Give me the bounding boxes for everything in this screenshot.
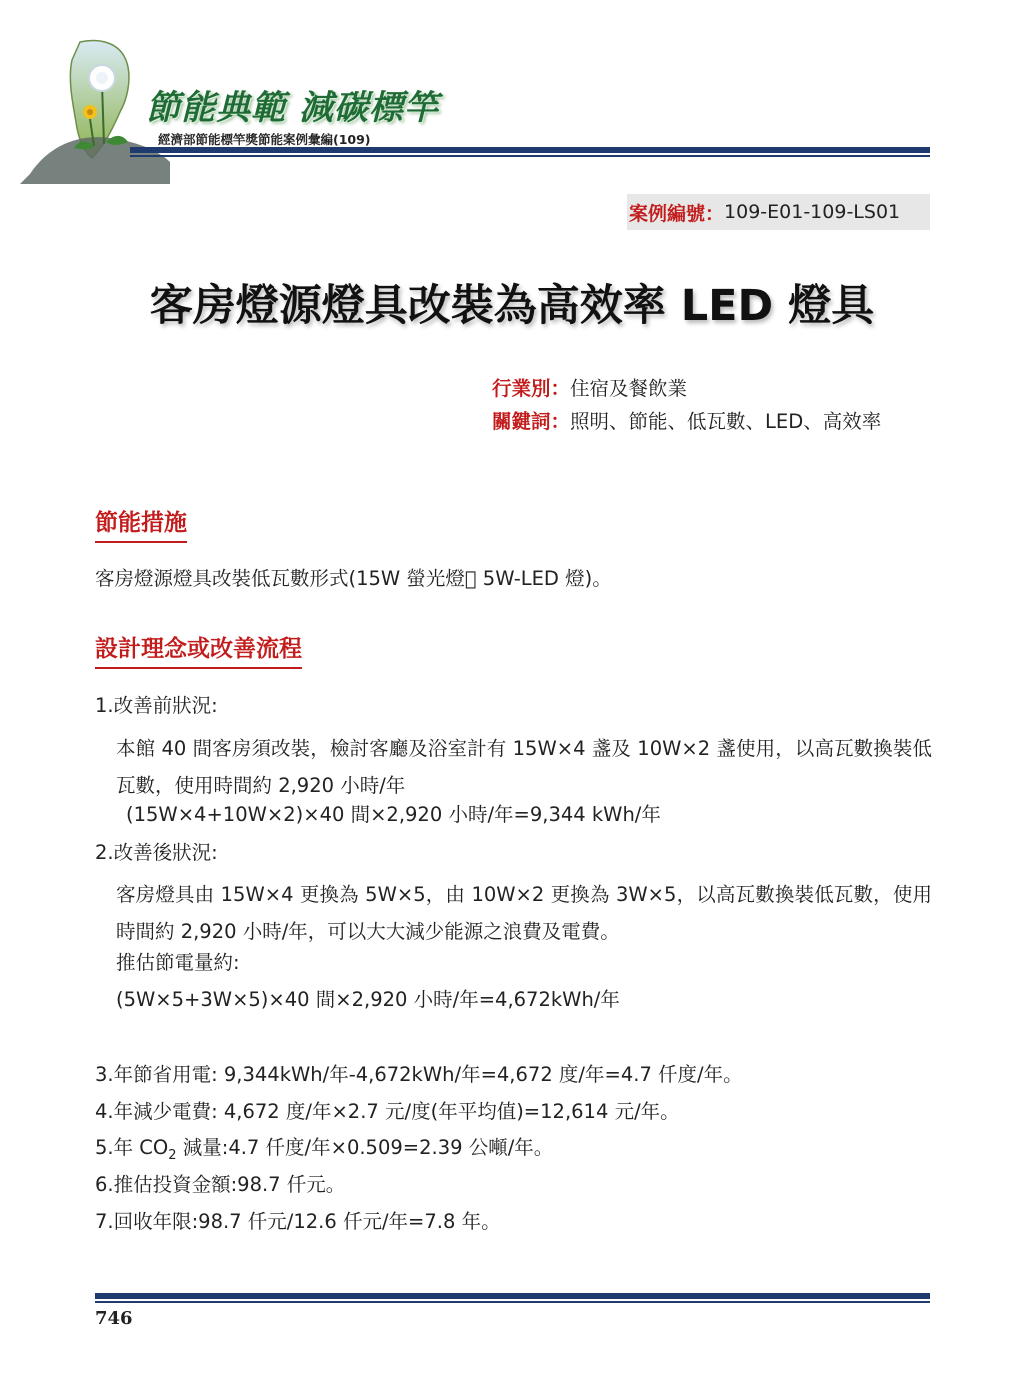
case-number-box [627, 194, 930, 230]
header-divider-thin [130, 155, 930, 157]
case-number-label: 案例編號： [629, 202, 725, 225]
before-calc: (15W×4+10W×2)×40 間×2,920 小時/年=9,344 kWh/年 [126, 803, 661, 826]
industry-value: 住宿及餐飲業 [570, 377, 688, 400]
item-annual-savings: 3.年節省用電: 9,344kWh/年-4,672kWh/年=4,672 度/年=4.7 仟度/年。 [95, 1063, 743, 1086]
before-title: 1.改善前狀況: [95, 694, 218, 717]
footer-divider [95, 1293, 930, 1299]
measures-heading: 節能措施 [95, 508, 187, 543]
keywords-row [492, 405, 922, 438]
keywords-value: 照明、節能、低瓦數、LED、高效率 [570, 410, 882, 433]
page-title: 客房燈源燈具改裝為高效率 LED 燈具 [149, 281, 875, 331]
brand-title: 節能典範 減碳標竿 [146, 88, 439, 128]
measures-text: 客房燈源燈具改裝低瓦數形式(15W 螢光燈􀃆 5W-LED 燈)。 [95, 567, 612, 590]
industry-label: 行業別： [492, 377, 571, 400]
estimate-calc: (5W×5+3W×5)×40 間×2,920 小時/年=4,672kWh/年 [116, 988, 620, 1011]
item-cost-reduction: 4.年減少電費: 4,672 度/年×2.7 元/度(年平均值)=12,614 元/年。 [95, 1100, 680, 1123]
brand-subtitle: 經濟部節能標竿獎節能案例彙編(109) [158, 132, 371, 147]
item-co2-suffix: 減量:4.7 仟度/年×0.509=2.39 公噸/年。 [176, 1136, 554, 1159]
keywords-label: 關鍵詞： [492, 410, 571, 433]
estimate-label: 推估節電量約: [116, 951, 240, 974]
meta-block [492, 372, 922, 438]
case-number-value: 109-E01-109-LS01 [724, 201, 901, 223]
item-co2-subscript: 2 [168, 1147, 177, 1163]
after-title: 2.改善後狀況: [95, 841, 218, 864]
design-heading: 設計理念或改善流程 [95, 634, 302, 669]
item-co2-prefix: 5.年 CO [95, 1136, 169, 1159]
item-co2-reduction [95, 1134, 553, 1170]
page-number: 746 [95, 1308, 133, 1329]
before-desc: 本館 40 間客房須改裝，檢討客廳及浴室計有 15W×4 盞及 10W×2 盞使用，以高瓦數換裝低瓦數，使用時間約 2,920 小時/年 [116, 737, 932, 797]
item-payback: 7.回收年限:98.7 仟元/12.6 仟元/年=7.8 年。 [95, 1210, 501, 1233]
footer-divider-thin [95, 1301, 930, 1303]
industry-row [492, 372, 922, 405]
item-investment: 6.推估投資金額:98.7 仟元。 [95, 1173, 346, 1196]
after-desc: 客房燈具由 15W×4 更換為 5W×5，由 10W×2 更換為 3W×5，以高瓦數換裝低瓦數，使用時間約 2,920 小時/年，可以大大減少能源之浪費及電費。 [116, 883, 932, 943]
header-divider [130, 147, 930, 153]
